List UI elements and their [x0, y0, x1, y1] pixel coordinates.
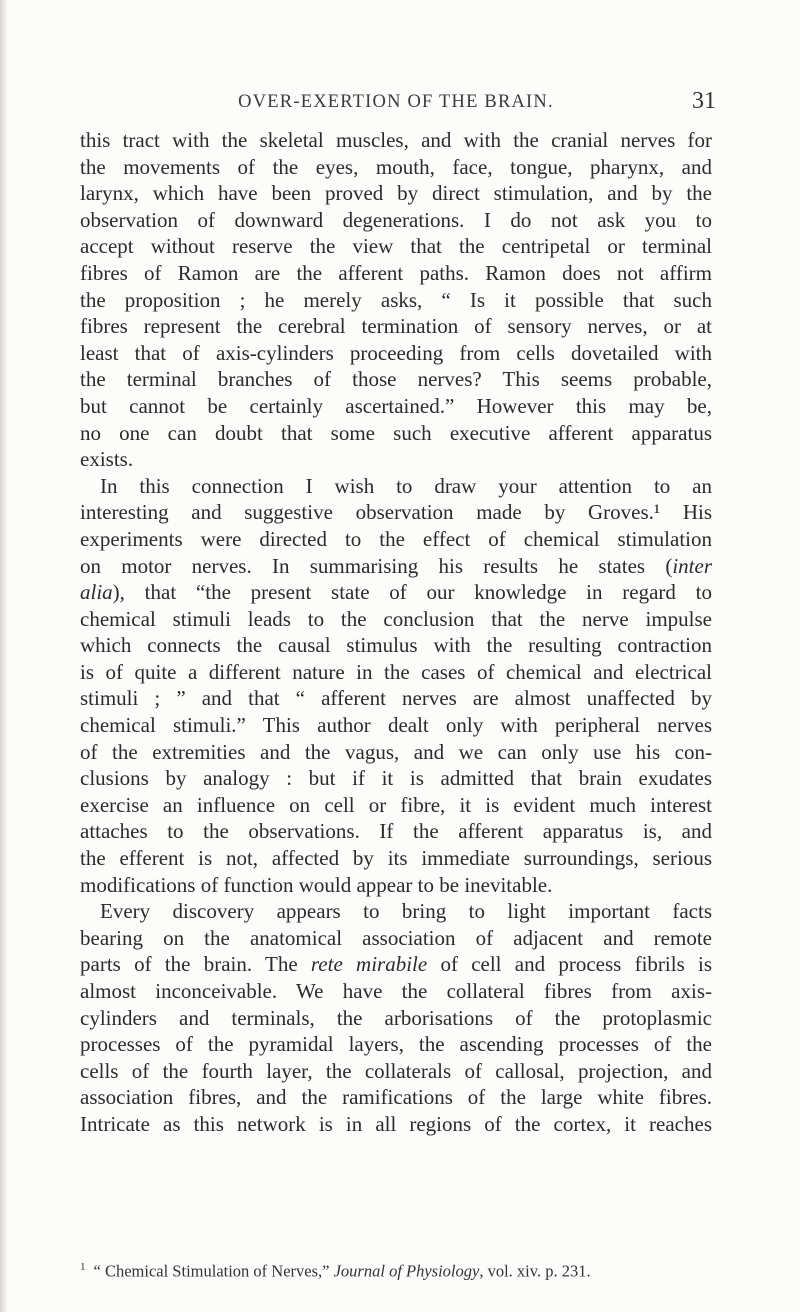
- text-line: which connects the causal stimulus with the resulting contraction: [80, 633, 712, 658]
- text-line: attaches to the observations. If the afferent apparatus is, and: [80, 819, 712, 844]
- text-line: fibres of Ramon are the afferent paths. Ramon does not affirm: [80, 260, 712, 285]
- text-line: processes of the pyramidal layers, the ascending processes of the: [80, 1032, 712, 1057]
- text-line: clusions by analogy : but if it is admitted that brain exudates: [80, 766, 712, 791]
- text-line: interesting and suggestive observation made by Groves.¹ His: [80, 500, 712, 525]
- text-line: cylinders and terminals, the arborisations of the protoplasmic: [80, 1005, 712, 1030]
- text-line: bearing on the anatomical association of adjacent and remote: [80, 925, 712, 950]
- text-line: the movements of the eyes, mouth, face, tongue, pharynx, and: [80, 154, 712, 179]
- page-number: 31: [692, 88, 716, 114]
- running-title: OVER-EXERTION OF THE BRAIN.: [238, 92, 554, 112]
- text-line: least that of axis-cylinders proceeding from cells dovetailed with: [80, 340, 712, 365]
- text-line: but cannot be certainly ascertained.” However this may be,: [80, 393, 712, 418]
- text-line: the terminal branches of those nerves? This seems probable,: [80, 367, 712, 392]
- text-line: is of quite a different nature in the cases of chemical and electrical: [80, 659, 712, 684]
- text-line: the efferent is not, affected by its immediate surroundings, serious: [80, 846, 712, 871]
- text-line: accept without reserve the view that the centripetal or terminal: [80, 234, 712, 259]
- text-line: experiments were directed to the effect of chemical stimulation: [80, 526, 712, 551]
- text-line: almost inconceivable. We have the collateral fibres from axis-: [80, 979, 712, 1003]
- body-text: [80, 127, 712, 1138]
- text-line: In this connection I wish to draw your attention to an: [100, 473, 712, 498]
- text-line: alia), that “the present state of our knowledge in regard to: [80, 580, 712, 605]
- text-line: the proposition ; he merely asks, “ Is it possible that such: [80, 287, 712, 312]
- text-line: association fibres, and the ramifications of the large white fibres.: [80, 1085, 712, 1110]
- text-line: cells of the fourth layer, the collaterals of callosal, projection, and: [80, 1058, 712, 1083]
- text-line: Every discovery appears to bring to light important facts: [100, 899, 712, 924]
- text-line: observation of downward degenerations. I do not ask you to: [80, 207, 712, 232]
- text-line: no one can doubt that some such executive afferent apparatus: [80, 420, 712, 445]
- text-line: parts of the brain. The rete mirabile of cell and process fibrils is: [80, 952, 712, 977]
- footnote-text: “ Chemical Stimulation of Nerves,” Journal of Physiology, vol. xiv. p. 231.: [93, 1261, 591, 1281]
- text-line: larynx, which have been proved by direct stimulation, and by the: [80, 181, 712, 206]
- running-head: [76, 88, 716, 122]
- text-line: exists.: [80, 447, 134, 472]
- text-line: stimuli ; ” and that “ afferent nerves are almost unaffected by: [80, 686, 712, 711]
- text-line: chemical stimuli.” This author dealt only with peripheral nerves: [80, 713, 712, 738]
- text-line: chemical stimuli leads to the conclusion that the nerve impulse: [80, 606, 712, 631]
- page-binding-edge: [0, 0, 8, 1312]
- text-line: this tract with the skeletal muscles, and with the cranial nerves for: [80, 128, 712, 152]
- text-line: fibres represent the cerebral termination of sensory nerves, or at: [80, 314, 712, 339]
- footnote: [80, 1257, 720, 1282]
- text-line: modifications of function would appear to be inevitable.: [80, 872, 553, 897]
- footnote-marker: 1: [80, 1261, 86, 1273]
- text-line: Intricate as this network is in all regions of the cortex, it reaches: [80, 1111, 712, 1136]
- text-line: of the extremities and the vagus, and we can only use his con-: [80, 739, 712, 764]
- text-line: on motor nerves. In summarising his results he states (inter: [80, 553, 712, 578]
- text-line: exercise an influence on cell or fibre, it is evident much interest: [80, 792, 712, 817]
